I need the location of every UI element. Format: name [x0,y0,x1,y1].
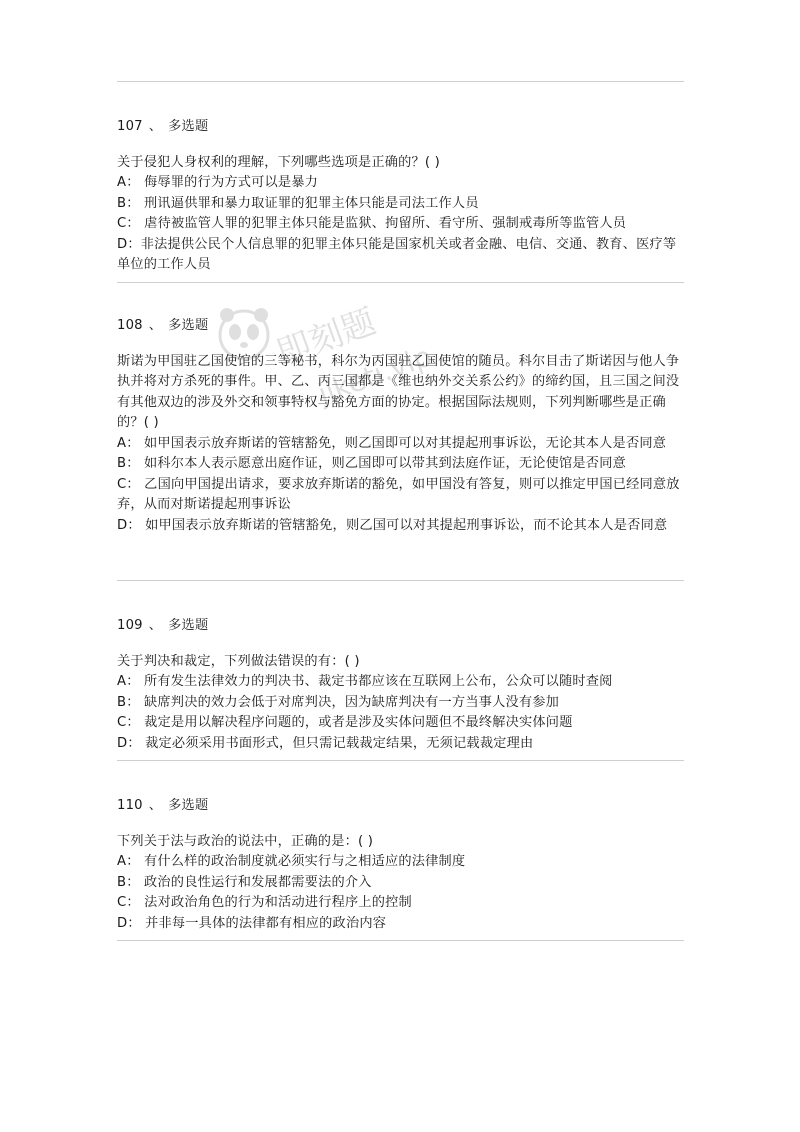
option-c[interactable]: C： 裁定是用以解决程序问题的，或者是涉及实体问题但不最终解决实体问题 [117,715,573,730]
question-stem: 下列关于法与政治的说法中，正确的是：( ) [117,833,374,849]
option-a[interactable]: A： 如甲国表示放弃斯诺的管辖豁免，则乙国即可以对其提起刑事诉讼，无论其本人是否同意 [117,435,667,451]
watermark-domain: jiketi.vip [313,339,436,411]
question-109 [117,616,684,754]
option-c[interactable]: C： 虐待被监管人罪的犯罪主体只能是监狱、拘留所、看守所、强制戒毒所等监管人员 [117,216,627,231]
question-number: 108 [117,318,143,333]
option-a[interactable]: A： 有什么样的政治制度就必须实行与之相适应的法律制度 [117,854,466,869]
question-107 [117,117,684,276]
question-type: 多选题 [168,798,209,813]
watermark-text: 即刻题 [271,301,382,375]
option-d[interactable]: D： 如甲国表示放弃斯诺的管辖豁免，则乙国可以对其提起刑事诉讼，而不论其本人是否同意 [117,517,668,533]
divider-after-107 [117,282,684,283]
option-d[interactable]: D： 并非每一具体的法律都有相应的政治内容 [117,915,387,931]
question-header [117,316,684,337]
question-header [117,117,684,138]
option-b[interactable]: B： 如科尔本人表示愿意出庭作证，则乙国即可以带其到法庭作证，无论使馆是否同意 [117,456,626,471]
question-separator: 、 [148,119,163,134]
option-a[interactable]: A： 侮辱罪的行为方式可以是暴力 [117,175,319,190]
divider-top [117,81,684,82]
divider-after-108 [117,580,684,581]
question-header [117,616,684,637]
option-b[interactable]: B： 政治的良性运行和发展都需要法的介入 [117,874,372,890]
question-type: 多选题 [168,318,209,333]
option-b[interactable]: B： 缺席判决的效力会低于对席判决，因为缺席判决有一方当事人没有参加 [117,694,560,710]
question-separator: 、 [148,618,163,633]
question-110 [117,796,684,934]
question-separator: 、 [148,798,163,813]
question-108 [117,316,684,536]
question-type: 多选题 [168,119,209,134]
question-stem: 关于侵犯人身权利的理解，下列哪些选项是正确的？( ) [117,154,440,170]
question-number: 110 [117,798,143,813]
divider-after-109 [117,760,684,761]
option-c[interactable]: C： 乙国向甲国提出请求，要求放弃斯诺的豁免，如甲国没有答复，则可以推定甲国已经同意放弃，从而对斯诺提起刑事诉讼 [117,476,680,512]
question-number: 109 [117,618,143,633]
divider-after-110 [117,940,684,941]
question-separator: 、 [148,318,163,333]
question-stem: 斯诺为甲国驻乙国使馆的三等秘书，科尔为丙国驻乙国使馆的随员。科尔目击了斯诺因与他人争执并将对方杀死的事件。甲、乙、丙三国都是《维也纳外交关系公约》的缔约国，且三国之间没有其他双边的涉及外交和领事特权与豁免方面的协定。根据国际法规则，下列判断哪些是正确的？( ) [117,353,680,430]
question-header [117,796,684,817]
question-stem: 关于判决和裁定，下列做法错误的有：( ) [117,653,360,669]
option-a[interactable]: A： 所有发生法律效力的判决书、裁定书都应该在互联网上公布，公众可以随时查阅 [117,674,613,689]
option-d[interactable]: D： 裁定必须采用书面形式，但只需记载裁定结果，无须记载裁定理由 [117,735,534,751]
option-b[interactable]: B： 刑讯逼供罪和暴力取证罪的犯罪主体只能是司法工作人员 [117,195,479,211]
option-c[interactable]: C： 法对政治角色的行为和活动进行程序上的控制 [117,895,412,910]
option-d[interactable]: D：非法提供公民个人信息罪的犯罪主体只能是国家机关或者金融、电信、交通、教育、医疗等单位的工作人员 [117,236,677,272]
question-type: 多选题 [168,618,209,633]
question-number: 107 [117,119,143,134]
